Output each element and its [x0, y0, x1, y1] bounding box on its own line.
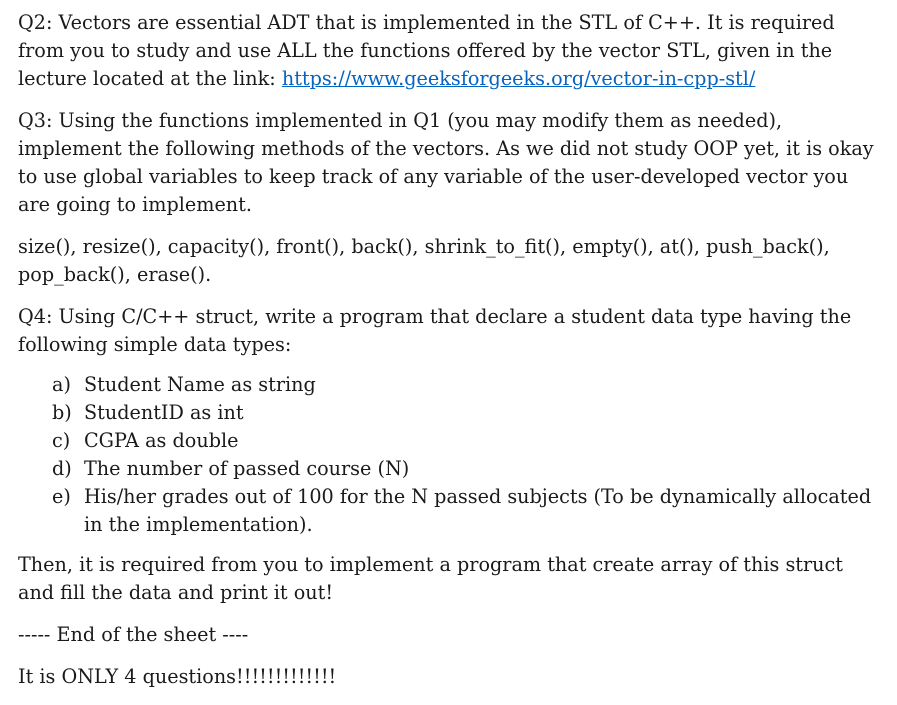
question-count-note-text: It is ONLY 4 questions!!!!!!!!!!!!!	[18, 665, 337, 688]
list-item	[18, 371, 884, 399]
list-item-text: CGPA as double	[84, 429, 239, 452]
list-marker: c)	[52, 429, 71, 452]
question-2-text: Q2: Vectors are essential ADT that is implemented in the STL of C++. It is required from you to study and use ALL the functions offered by the vector STL, given in the lecture located at the link:	[18, 11, 835, 90]
student-fields-list	[18, 371, 884, 539]
list-item-text: The number of passed course (N)	[84, 457, 410, 480]
question-2	[18, 9, 884, 93]
end-of-sheet	[18, 621, 884, 649]
question-3-text: Q3: Using the functions implemented in Q1 (you may modify them as needed), implement the following methods of the vectors. As we did not study OOP yet, it is okay to use global variables to keep track of any variable of the user-developed vector you are going to implement.	[18, 109, 874, 216]
question-4-followup	[18, 551, 884, 607]
list-item-text: Student Name as string	[84, 373, 316, 396]
list-item-text: StudentID as int	[84, 401, 244, 424]
end-of-sheet-text: ----- End of the sheet ----	[18, 623, 249, 646]
question-count-note	[18, 663, 884, 691]
question-4-followup-text: Then, it is required from you to implement a program that create array of this struct and fill the data and print it out!	[18, 553, 843, 604]
document-body	[18, 9, 884, 705]
list-marker: b)	[52, 401, 72, 424]
question-4-text: Q4: Using C/C++ struct, write a program that declare a student data type having the following simple data types:	[18, 305, 852, 356]
question-3	[18, 107, 884, 219]
geeksforgeeks-link[interactable]: https://www.geeksforgeeks.org/vector-in-cpp-stl/	[281, 67, 756, 90]
list-marker: d)	[52, 457, 72, 480]
list-item	[18, 427, 884, 455]
list-item	[18, 483, 884, 539]
list-item	[18, 455, 884, 483]
question-4	[18, 303, 884, 359]
list-item	[18, 399, 884, 427]
vector-methods-list	[18, 233, 884, 289]
vector-methods-text: size(), resize(), capacity(), front(), back(), shrink_to_fit(), empty(), at(), push_back(), pop_back(), erase().	[18, 235, 830, 286]
list-item-text: His/her grades out of 100 for the N passed subjects (To be dynamically allocated in the implementation).	[84, 485, 872, 536]
list-marker: a)	[52, 373, 71, 396]
list-marker: e)	[52, 485, 71, 508]
